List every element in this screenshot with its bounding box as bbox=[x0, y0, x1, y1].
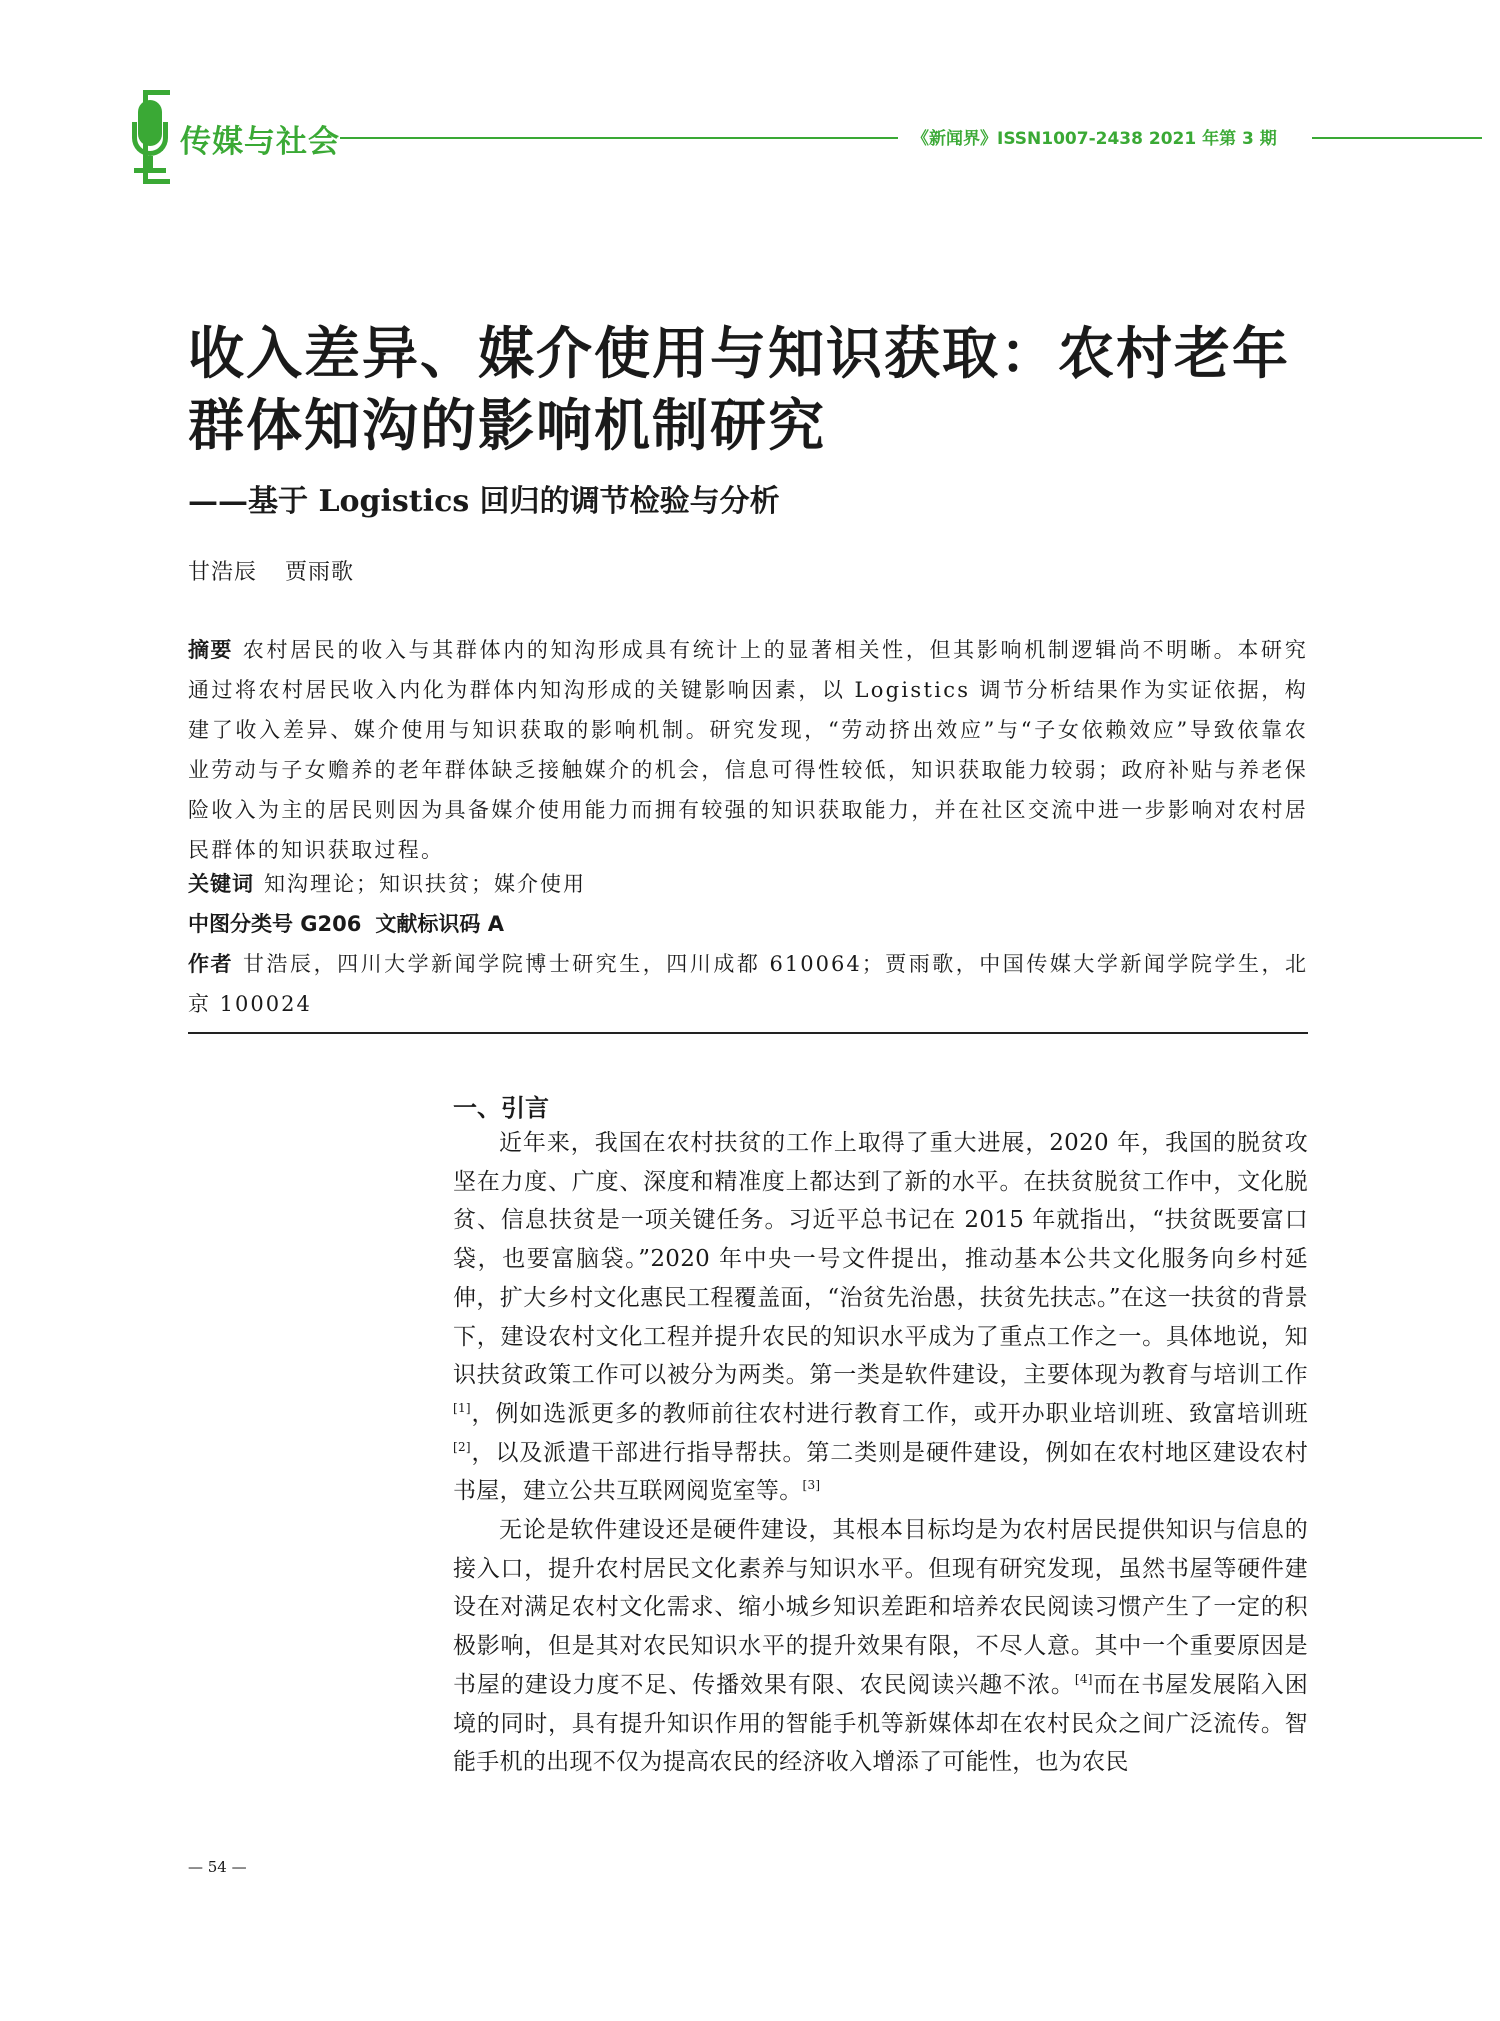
article-title: 收入差异、媒介使用与知识获取：农村老年群体知沟的影响机制研究 bbox=[188, 321, 1290, 459]
page-number: — 54 — bbox=[188, 1858, 247, 1876]
journal-info: 《新闻界》ISSN1007-2438 2021 年第 3 期 bbox=[912, 129, 1277, 149]
keywords-label: 关键词 bbox=[188, 872, 254, 896]
citation-ref[interactable]: [1] bbox=[453, 1400, 471, 1415]
keywords-text: 知沟理论；知识扶贫；媒介使用 bbox=[264, 872, 586, 896]
article-subtitle: ——基于 Logistics 回归的调节检验与分析 bbox=[188, 484, 780, 519]
abstract-label: 摘要 bbox=[188, 638, 233, 662]
author-list bbox=[188, 555, 354, 586]
keywords bbox=[188, 868, 586, 898]
paragraph: 近年来，我国在农村扶贫的工作上取得了重大进展，2020 年，我国的脱贫攻坚在力度、广度、深度和精准度上都达到了新的水平。在扶贫脱贫工作中，文化脱贫、信息扶贫是一项关键任务。习近平总书记在 2015 年就指出，“扶贫既要富口袋，也要富脑袋。”2020 年中央一号文件提出，推动基本公共文化服务向乡村延伸，扩大乡村文化惠民工程覆盖面，“治贫先治愚，扶贫先扶志。”在这一扶贫的背景下，建设农村文化工程并提升农民的知识水平成为了重点工作之一。具体地说，知识扶贫政策工作可以被分为两类。第一类是软件建设，主要体现为教育与培训工作[1]，例如选派更多的教师前往农村进行教育工作，或开办职业培训班、致富培训班[2]，以及派遣干部进行指导帮扶。第二类则是硬件建设，例如在农村地区建设农村书屋，建立公共互联网阅览室等。[3] bbox=[453, 1130, 1308, 1505]
paragraph: 无论是软件建设还是硬件建设，其根本目标均是为农村居民提供知识与信息的接入口，提升农村居民文化素养与知识水平。但现有研究发现，虽然书屋等硬件建设在对满足农村文化需求、缩小城乡知识差距和培养农民阅读习惯产生了一定的积极影响，但是其对农民知识水平的提升效果有限，不尽人意。其中一个重要原因是书屋的建设力度不足、传播效果有限、农民阅读兴趣不浓。[4]而在书屋发展陷入困境的同时，具有提升知识作用的智能手机等新媒体却在农村民众之间广泛流传。智能手机的出现不仅为提高农民的经济收入增添了可能性，也为农民 bbox=[453, 1517, 1308, 1776]
citation-ref[interactable]: [2] bbox=[453, 1439, 471, 1454]
author-info-label: 作者 bbox=[188, 952, 234, 976]
header-rule-left bbox=[340, 137, 898, 139]
section-title: 传媒与社会 bbox=[180, 124, 340, 160]
author-name: 甘浩辰 bbox=[188, 560, 258, 585]
class-number: 中图分类号 G206 bbox=[188, 912, 362, 936]
section-heading: 一、引言 bbox=[453, 1094, 549, 1122]
citation-ref[interactable]: [3] bbox=[802, 1478, 821, 1493]
abstract-text: 农村居民的收入与其群体内的知沟形成具有统计上的显著相关性，但其影响机制逻辑尚不明晰。本研究通过将农村居民收入内化为群体内知沟形成的关键影响因素，以 Logistics 调节分析结果作为实证依据，构建了收入差异、媒介使用与知识获取的影响机制。研究发现，“劳动挤出效应”与“子女依赖效应”导致依靠农业劳动与子女赡养的老年群体缺乏接触媒介的机会，信息可得性较低，知识获取能力较弱；政府补贴与养老保险收入为主的居民则因为具备媒介使用能力而拥有较强的知识获取能力，并在社区交流中进一步影响对农村居民群体的知识获取过程。 bbox=[188, 638, 1309, 862]
divider bbox=[188, 1032, 1308, 1034]
author-info-text: 甘浩辰，四川大学新闻学院博士研究生，四川成都 610064；贾雨歌，中国传媒大学新闻学院学生，北京 100024 bbox=[188, 952, 1308, 1016]
author-name: 贾雨歌 bbox=[285, 560, 355, 585]
citation-ref[interactable]: [4] bbox=[1074, 1671, 1093, 1686]
classification bbox=[188, 908, 504, 938]
author-info bbox=[188, 944, 1308, 1024]
body-text bbox=[453, 1124, 1308, 1782]
abstract bbox=[188, 630, 1308, 870]
header-rule-right bbox=[1312, 137, 1482, 139]
document-code: 文献标识码 A bbox=[375, 912, 504, 936]
microphone-icon bbox=[130, 100, 170, 180]
